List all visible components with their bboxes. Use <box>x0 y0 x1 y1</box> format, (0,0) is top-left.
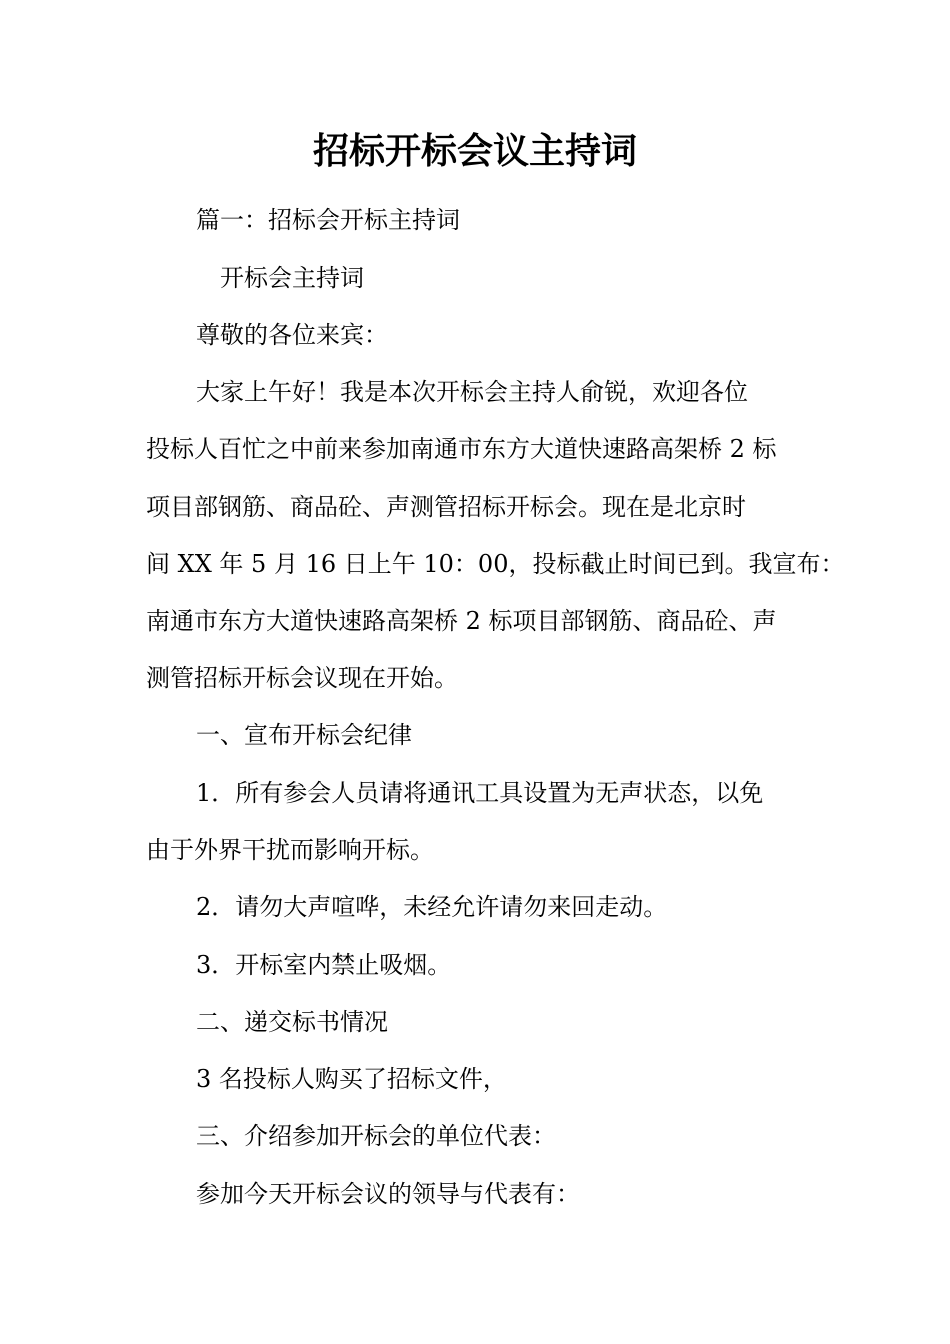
section-heading-representatives: 三、介绍参加开标会的单位代表： <box>196 1122 556 1150</box>
section-heading-discipline: 一、宣布开标会纪律 <box>196 721 412 749</box>
salutation: 尊敬的各位来宾： <box>196 321 388 349</box>
paragraph-line: 投标人百忙之中前来参加南通市东方大道快速路高架桥 2 标 <box>146 435 777 463</box>
paragraph-line: 项目部钢筋、商品砼、声测管招标开标会。现在是北京时 <box>146 493 746 521</box>
representatives-intro: 参加今天开标会议的领导与代表有： <box>196 1180 580 1208</box>
paragraph-line: 大家上午好！我是本次开标会主持人俞锐，欢迎各位 <box>196 378 748 406</box>
paragraph-line: 南通市东方大道快速路高架桥 2 标项目部钢筋、商品砼、声 <box>146 607 777 635</box>
section-heading-part-one: 篇一：招标会开标主持词 <box>196 206 460 234</box>
paragraph-line: 间 XX 年 5 月 16 日上午 10：00，投标截止时间已到。我宣布： <box>146 550 845 578</box>
section-heading-bids: 二、递交标书情况 <box>196 1008 388 1036</box>
rule-item-3: 3．开标室内禁止吸烟。 <box>196 951 452 979</box>
paragraph-line: 测管招标开标会议现在开始。 <box>146 664 458 692</box>
document-title: 招标开标会议主持词 <box>312 130 637 172</box>
rule-item-1: 1．所有参会人员请将通讯工具设置为无声状态，以免 <box>196 779 764 807</box>
subheading-host-speech: 开标会主持词 <box>220 264 364 292</box>
bids-statement: 3 名投标人购买了招标文件， <box>196 1065 507 1093</box>
rule-item-1-continued: 由于外界干扰而影响开标。 <box>146 836 434 864</box>
rule-item-2: 2．请勿大声喧哗，未经允许请勿来回走动。 <box>196 893 668 921</box>
